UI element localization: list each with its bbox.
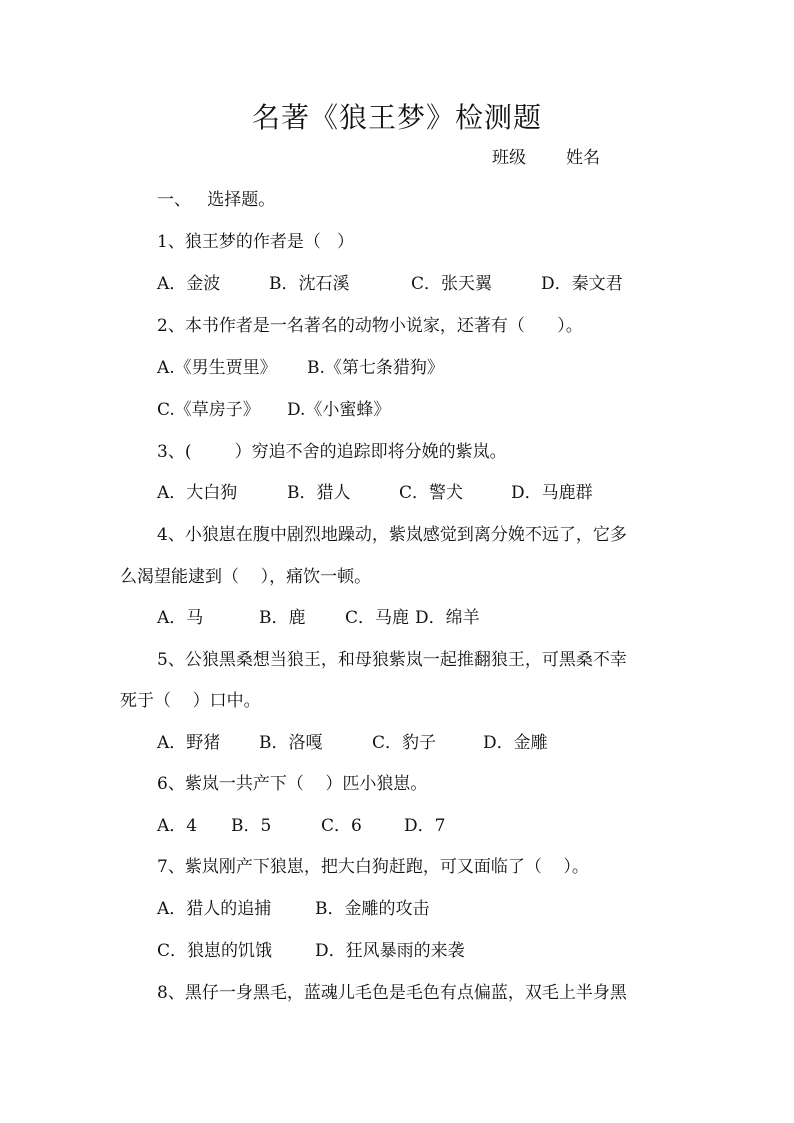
option-b: B．猎人 <box>287 483 351 503</box>
question-6-stem: 6、紫岚一共产下（ ）匹小狼崽。 <box>157 774 428 794</box>
option-a: A．大白狗 <box>157 483 238 503</box>
option-d: D．金雕 <box>483 733 548 753</box>
option-b: B．洛嘎 <box>259 733 323 753</box>
section-heading: 一、 选择题。 <box>157 190 276 210</box>
question-6-options <box>157 812 445 840</box>
question-2-stem: 2、本书作者是一名著名的动物小说家，还著有（ ）。 <box>157 316 583 336</box>
question-5-options <box>157 729 548 757</box>
class-label: 班级 <box>492 148 526 168</box>
question-3-options <box>157 479 593 507</box>
option-a: A．猎人的追捕 <box>157 899 272 919</box>
option-c: C.《草房子》 <box>157 400 260 420</box>
question-5-stem-line2: 死于（ ）口中。 <box>120 691 261 711</box>
option-c: C．豹子 <box>372 733 437 753</box>
option-b: B.《第七条猎狗》 <box>307 358 444 378</box>
question-7-options-row1 <box>157 895 430 923</box>
option-b: B．金雕的攻击 <box>315 899 430 919</box>
option-d: D．狂风暴雨的来袭 <box>315 941 465 961</box>
option-c: C．狼崽的饥饿 <box>157 941 273 961</box>
option-d: D．马鹿群 <box>511 483 593 503</box>
option-d: D．绵羊 <box>415 608 480 628</box>
question-2-options-row2 <box>157 396 390 424</box>
option-c: C．马鹿 <box>345 608 410 628</box>
question-5-stem-line1: 5、公狼黑桑想当狼王，和母狼紫岚一起推翻狼王，可黑桑不幸 <box>157 650 627 670</box>
question-7-stem: 7、紫岚刚产下狼崽，把大白狗赶跑，可又面临了（ ）。 <box>157 857 589 877</box>
option-a: A．马 <box>157 608 204 628</box>
question-4-stem-line2: 么渴望能逮到（ ），痛饮一顿。 <box>120 567 372 587</box>
question-3-stem: 3、( ）穷追不舍的追踪即将分娩的紫岚。 <box>157 442 507 462</box>
question-1-stem: 1、狼王梦的作者是（ ） <box>157 232 355 252</box>
option-d: D．7 <box>404 816 446 836</box>
page-title: 名著《狼王梦》检测题 <box>251 101 542 134</box>
option-b: B．5 <box>231 816 272 836</box>
question-7-options-row2 <box>157 937 465 965</box>
option-d: D．秦文君 <box>541 274 623 294</box>
option-b: B．沈石溪 <box>269 274 350 294</box>
name-label: 姓名 <box>566 148 600 168</box>
question-1-options <box>157 270 623 298</box>
option-c: C．警犬 <box>399 483 464 503</box>
option-a: A．野猪 <box>157 733 221 753</box>
question-8-stem-line1: 8、黑仔一身黑毛，蓝魂儿毛色是毛色有点偏蓝，双毛上半身黑 <box>157 983 627 1003</box>
option-a: A．4 <box>157 816 198 836</box>
option-a: A.《男生贾里》 <box>157 358 277 378</box>
question-4-stem-line1: 4、小狼崽在腹中剧烈地躁动，紫岚感觉到离分娩不远了，它多 <box>157 525 627 545</box>
option-b: B．鹿 <box>259 608 306 628</box>
question-2-options-row1 <box>157 354 444 382</box>
option-d: D.《小蜜蜂》 <box>287 400 391 420</box>
option-c: C．6 <box>321 816 362 836</box>
question-4-options <box>157 604 480 632</box>
option-c: C．张天翼 <box>411 274 493 294</box>
option-a: A．金波 <box>157 274 221 294</box>
